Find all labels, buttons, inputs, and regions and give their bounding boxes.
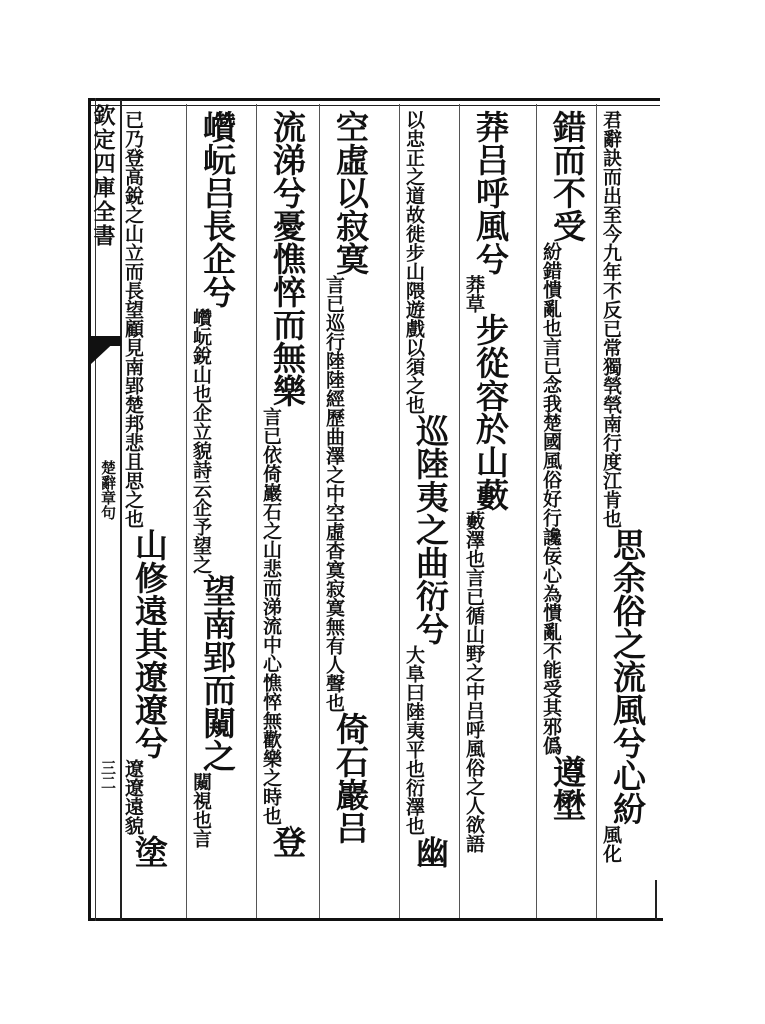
text-column xyxy=(323,110,373,915)
commentary-pair xyxy=(600,110,650,490)
commentary-left: 也 xyxy=(600,509,622,528)
commentary-left: 遠貌 xyxy=(122,797,144,835)
commentary-left: 好行讒佞心為憒亂不能受其邪僞 xyxy=(540,489,562,755)
column-rule xyxy=(319,104,320,918)
commentary-pair xyxy=(600,490,650,528)
column-rule xyxy=(596,104,597,918)
main-text: 空虛以寂寞 xyxy=(331,110,370,275)
column-rule xyxy=(536,104,537,918)
column-rule xyxy=(459,104,460,918)
commentary-pair xyxy=(190,772,240,848)
main-text: 山修遠其遼遼兮 xyxy=(130,528,169,759)
main-text: 倚石巖吕 xyxy=(331,712,370,844)
collection-title: 欽定四庫全書 xyxy=(90,104,116,248)
main-text: 思余俗之流風兮心紛 xyxy=(608,528,647,825)
text-column xyxy=(190,110,240,915)
commentary-left: 化 xyxy=(600,844,622,863)
text-column xyxy=(600,110,650,915)
commentary-pair xyxy=(403,645,453,835)
text-column xyxy=(403,110,453,915)
commentary-right: 紛錯憒亂也言已念我楚國風俗 xyxy=(540,242,562,489)
commentary-left: 也言 xyxy=(190,810,212,848)
commentary-pair xyxy=(122,110,172,528)
commentary-right: 巑岏銳山也企立 xyxy=(190,308,212,441)
main-text: 巡陸夷之曲衍兮 xyxy=(411,414,450,645)
main-text: 錯而不受 xyxy=(548,110,587,242)
text-column xyxy=(122,110,172,915)
page-number: 三二 xyxy=(99,760,117,790)
commentary-right: 言已依倚巖石之山悲而涕 xyxy=(260,407,282,616)
main-text: 幽 xyxy=(411,835,450,868)
commentary-pair xyxy=(600,825,650,863)
commentary-right: 藪澤也言已循山野之 xyxy=(463,511,485,682)
column-rule xyxy=(186,104,187,918)
commentary-pair xyxy=(403,110,453,414)
fishtail-icon xyxy=(91,336,121,364)
commentary-right: 大阜曰陸夷 xyxy=(403,645,425,740)
commentary-left: 反已常獨煢煢南行度江 xyxy=(600,300,622,490)
commentary-left: 平也衍澤也 xyxy=(403,740,425,835)
main-text: 步從容於山藪 xyxy=(471,313,510,511)
frame-right-edge xyxy=(655,880,657,920)
commentary-right: 君辭訣而出至今九年不 xyxy=(600,110,622,300)
commentary-left: 流中心憔悴無歡樂之時也 xyxy=(260,616,282,825)
commentary-right: 已乃登高銳之山立而長望 xyxy=(122,110,144,319)
main-text: 登 xyxy=(268,825,307,858)
frame-top-border xyxy=(88,98,660,101)
commentary-right: 言已巡行陸陸經歷曲澤之中 xyxy=(323,275,345,503)
commentary-pair xyxy=(260,407,310,825)
commentary-right: 以忠正之道故徙步 xyxy=(403,110,425,262)
commentary-pair xyxy=(540,242,590,755)
commentary-pair xyxy=(463,511,513,853)
frame-top-inner-border xyxy=(88,105,660,106)
commentary-pair xyxy=(463,275,513,313)
commentary-right: 風 xyxy=(600,825,622,844)
commentary-right: 闚視 xyxy=(190,772,212,810)
commentary-right: 遼遼 xyxy=(122,759,144,797)
main-text: 望南郢而闚之 xyxy=(198,574,237,772)
commentary-right: 莽 xyxy=(463,275,485,294)
column-rule xyxy=(256,104,257,918)
text-column xyxy=(540,110,590,915)
commentary-left: 中吕呼風俗之人欲語 xyxy=(463,682,485,853)
main-text: 流涕兮憂憔悴而無樂 xyxy=(268,110,307,407)
commentary-left: 草 xyxy=(463,294,485,313)
commentary-right: 肯 xyxy=(600,490,622,509)
commentary-pair xyxy=(323,275,373,712)
book-title: 楚辭章句 xyxy=(99,460,117,520)
commentary-pair xyxy=(122,759,172,835)
commentary-left: 山隈遊戲以須之也 xyxy=(403,262,425,414)
commentary-left: 顧見南郢楚邦悲且思之也 xyxy=(122,319,144,528)
commentary-pair xyxy=(190,308,240,574)
text-column xyxy=(260,110,310,915)
main-text: 遵壄 xyxy=(548,755,587,821)
commentary-left: 空虛杳寞寂寞無有人聲也 xyxy=(323,503,345,712)
main-text: 莽吕呼風兮 xyxy=(471,110,510,275)
frame-bottom-border xyxy=(88,918,663,921)
main-text: 塗 xyxy=(130,835,169,868)
commentary-left: 貌詩云企予望之 xyxy=(190,441,212,574)
main-text: 巑岏吕長企兮 xyxy=(198,110,237,308)
column-rule xyxy=(399,104,400,918)
text-column xyxy=(463,110,513,915)
